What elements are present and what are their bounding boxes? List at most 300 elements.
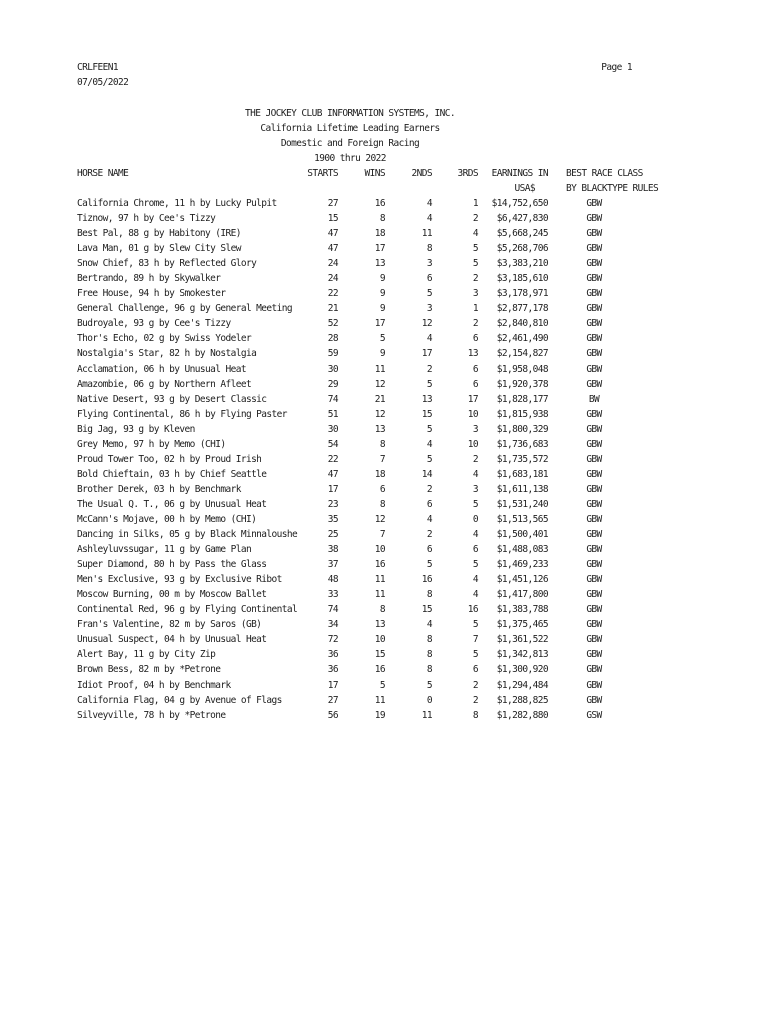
cell-wins: 7 <box>379 529 385 541</box>
cell-2nds: 5 <box>426 288 432 300</box>
cell-class: GBW <box>586 243 602 255</box>
table-row <box>0 226 770 241</box>
cell-2nds: 4 <box>426 198 432 209</box>
cell-3rds: 3 <box>472 423 478 435</box>
cell-earnings: $3,185,610 <box>496 273 548 285</box>
cell-wins: 8 <box>379 604 385 616</box>
cell-earnings: $1,611,138 <box>496 483 548 495</box>
cell-class: GBW <box>586 513 602 525</box>
cell-horse: Acclamation, 06 h by Unusual Heat <box>77 363 246 375</box>
cell-2nds: 6 <box>426 544 432 556</box>
cell-starts: 36 <box>327 649 338 661</box>
table-row <box>0 286 770 301</box>
cell-3rds: 5 <box>472 243 478 255</box>
cell-wins: 11 <box>374 574 385 586</box>
cell-horse: Idiot Proof, 04 h by Benchmark <box>77 679 231 691</box>
cell-class: GBW <box>586 664 602 676</box>
cell-earnings: $1,383,788 <box>496 604 548 616</box>
cell-wins: 18 <box>374 468 385 480</box>
table-row <box>0 271 770 286</box>
table-row <box>0 512 770 527</box>
cell-horse: Brown Bess, 82 m by *Petrone <box>77 664 221 676</box>
cell-class: GBW <box>586 348 602 360</box>
table-row <box>0 211 770 226</box>
cell-3rds: 17 <box>467 393 478 405</box>
report-date: 07/05/2022 <box>77 77 129 88</box>
cell-wins: 9 <box>379 273 385 285</box>
cell-wins: 9 <box>379 303 385 315</box>
cell-starts: 56 <box>327 709 338 721</box>
cell-horse: Thor's Echo, 02 g by Swiss Yodeler <box>77 333 252 345</box>
cell-earnings: $1,288,825 <box>496 694 548 706</box>
company-name: THE JOCKEY CLUB INFORMATION SYSTEMS, INC. <box>245 108 455 119</box>
cell-2nds: 2 <box>426 363 432 375</box>
cell-horse: Big Jag, 93 g by Kleven <box>77 423 195 435</box>
cell-3rds: 2 <box>472 679 478 691</box>
cell-horse: Amazombie, 06 g by Northern Afleet <box>77 378 252 390</box>
cell-2nds: 4 <box>426 438 432 450</box>
table-row <box>0 452 770 467</box>
column-header-2nds: 2NDS <box>411 168 432 179</box>
cell-earnings: $1,361,522 <box>496 634 548 646</box>
table-row <box>0 647 770 662</box>
cell-class: GBW <box>586 649 602 661</box>
cell-wins: 13 <box>374 619 385 631</box>
table-row <box>0 693 770 708</box>
cell-2nds: 6 <box>426 498 432 510</box>
cell-3rds: 5 <box>472 258 478 270</box>
cell-class: GBW <box>586 498 602 510</box>
table-row <box>0 542 770 557</box>
column-header-row <box>0 166 770 181</box>
cell-3rds: 2 <box>472 694 478 706</box>
cell-class: GBW <box>586 679 602 691</box>
column-header-starts: STARTS <box>307 168 338 179</box>
table-row <box>0 301 770 316</box>
cell-wins: 6 <box>379 483 385 495</box>
cell-horse: Fran's Valentine, 82 m by Saros (GB) <box>77 619 262 631</box>
cell-wins: 11 <box>374 363 385 375</box>
cell-wins: 11 <box>374 589 385 601</box>
cell-horse: Tiznow, 97 h by Cee's Tizzy <box>77 213 216 225</box>
cell-starts: 17 <box>327 679 338 691</box>
table-row <box>0 467 770 482</box>
cell-starts: 47 <box>327 243 338 255</box>
cell-wins: 5 <box>379 679 385 691</box>
table-row <box>0 587 770 602</box>
cell-2nds: 0 <box>426 694 432 706</box>
cell-starts: 74 <box>327 393 338 405</box>
cell-3rds: 6 <box>472 333 478 345</box>
cell-earnings: $1,828,177 <box>496 393 548 405</box>
column-header-earnings: EARNINGS IN <box>491 168 548 179</box>
table-row <box>0 241 770 256</box>
table-row <box>0 497 770 512</box>
table-row <box>0 662 770 677</box>
cell-horse: Moscow Burning, 00 m by Moscow Ballet <box>77 589 267 601</box>
cell-2nds: 14 <box>421 468 432 480</box>
table-row <box>0 362 770 377</box>
cell-horse: Lava Man, 01 g by Slew City Slew <box>77 243 241 255</box>
cell-horse: Bertrando, 89 h by Skywalker <box>77 273 221 285</box>
cell-starts: 27 <box>327 198 338 209</box>
cell-wins: 16 <box>374 559 385 571</box>
cell-3rds: 4 <box>472 228 478 240</box>
cell-starts: 29 <box>327 378 338 390</box>
cell-3rds: 6 <box>472 544 478 556</box>
cell-horse: Super Diamond, 80 h by Pass the Glass <box>77 559 267 571</box>
cell-class: GBW <box>586 213 602 225</box>
table-row <box>0 708 770 723</box>
cell-earnings: $1,800,329 <box>496 423 548 435</box>
cell-starts: 30 <box>327 423 338 435</box>
cell-horse: Unusual Suspect, 04 h by Unusual Heat <box>77 634 267 646</box>
cell-horse: Silveyville, 78 h by *Petrone <box>77 709 226 721</box>
page-number: Page 1 <box>601 62 632 73</box>
cell-starts: 54 <box>327 438 338 450</box>
cell-horse: Proud Tower Too, 02 h by Proud Irish <box>77 453 262 465</box>
cell-2nds: 5 <box>426 559 432 571</box>
cell-2nds: 15 <box>421 604 432 616</box>
cell-class: GBW <box>586 438 602 450</box>
cell-class: GBW <box>586 694 602 706</box>
cell-3rds: 6 <box>472 664 478 676</box>
cell-starts: 15 <box>327 213 338 225</box>
cell-starts: 24 <box>327 273 338 285</box>
column-header-3rds: 3RDS <box>457 168 478 179</box>
cell-class: GBW <box>586 378 602 390</box>
cell-horse: Brother Derek, 03 h by Benchmark <box>77 483 241 495</box>
cell-earnings: $1,342,813 <box>496 649 548 661</box>
cell-3rds: 2 <box>472 213 478 225</box>
cell-earnings: $5,268,706 <box>496 243 548 255</box>
cell-horse: Nostalgia's Star, 82 h by Nostalgia <box>77 348 257 360</box>
cell-horse: California Chrome, 11 h by Lucky Pulpit <box>77 198 277 209</box>
cell-wins: 16 <box>374 198 385 209</box>
cell-starts: 17 <box>327 483 338 495</box>
column-header-row-2 <box>0 181 770 196</box>
cell-class: GBW <box>586 198 602 209</box>
table-row <box>0 407 770 422</box>
cell-starts: 34 <box>327 619 338 631</box>
cell-2nds: 8 <box>426 634 432 646</box>
cell-2nds: 12 <box>421 318 432 330</box>
cell-class: GBW <box>586 453 602 465</box>
cell-wins: 8 <box>379 213 385 225</box>
earners-table <box>0 196 770 723</box>
cell-2nds: 6 <box>426 273 432 285</box>
table-row <box>0 527 770 542</box>
cell-class: GBW <box>586 408 602 420</box>
cell-horse: Bold Chieftain, 03 h by Chief Seattle <box>77 468 267 480</box>
table-row <box>0 602 770 617</box>
table-row <box>0 572 770 587</box>
cell-starts: 23 <box>327 498 338 510</box>
cell-class: GBW <box>586 634 602 646</box>
cell-wins: 5 <box>379 333 385 345</box>
cell-2nds: 4 <box>426 333 432 345</box>
cell-earnings: $1,920,378 <box>496 378 548 390</box>
cell-starts: 37 <box>327 559 338 571</box>
cell-earnings: $1,531,240 <box>496 498 548 510</box>
table-row <box>0 392 770 407</box>
cell-starts: 35 <box>327 513 338 525</box>
cell-2nds: 16 <box>421 574 432 586</box>
cell-starts: 21 <box>327 303 338 315</box>
cell-starts: 22 <box>327 288 338 300</box>
cell-class: GBW <box>586 544 602 556</box>
cell-2nds: 8 <box>426 589 432 601</box>
cell-earnings: $3,178,971 <box>496 288 548 300</box>
cell-class: GBW <box>586 423 602 435</box>
cell-2nds: 5 <box>426 423 432 435</box>
cell-wins: 21 <box>374 393 385 405</box>
cell-earnings: $1,500,401 <box>496 529 548 541</box>
cell-wins: 11 <box>374 694 385 706</box>
table-row <box>0 196 770 211</box>
cell-horse: Alert Bay, 11 g by City Zip <box>77 649 216 661</box>
cell-horse: Men's Exclusive, 93 g by Exclusive Ribot <box>77 574 282 586</box>
column-header-earnings-unit: USA$ <box>514 183 535 194</box>
cell-3rds: 2 <box>472 453 478 465</box>
cell-earnings: $1,488,083 <box>496 544 548 556</box>
cell-horse: Dancing in Silks, 05 g by Black Minnaloushe <box>77 529 298 541</box>
cell-earnings: $1,815,938 <box>496 408 548 420</box>
cell-starts: 30 <box>327 363 338 375</box>
table-row <box>0 316 770 331</box>
cell-earnings: $1,300,920 <box>496 664 548 676</box>
cell-class: GBW <box>586 483 602 495</box>
cell-3rds: 2 <box>472 273 478 285</box>
cell-2nds: 5 <box>426 453 432 465</box>
cell-3rds: 2 <box>472 318 478 330</box>
cell-2nds: 3 <box>426 258 432 270</box>
table-row <box>0 557 770 572</box>
report-title: California Lifetime Leading Earners <box>260 123 440 134</box>
cell-starts: 27 <box>327 694 338 706</box>
column-header-class-rules: BY BLACKTYPE RULES <box>566 183 659 194</box>
cell-earnings: $1,451,126 <box>496 574 548 586</box>
cell-3rds: 5 <box>472 498 478 510</box>
cell-class: GBW <box>586 559 602 571</box>
cell-class: GBW <box>586 318 602 330</box>
cell-2nds: 13 <box>421 393 432 405</box>
cell-starts: 28 <box>327 333 338 345</box>
cell-earnings: $2,154,827 <box>496 348 548 360</box>
cell-class: GBW <box>586 273 602 285</box>
cell-horse: McCann's Mojave, 00 h by Memo (CHI) <box>77 513 257 525</box>
cell-earnings: $2,840,810 <box>496 318 548 330</box>
table-row <box>0 256 770 271</box>
cell-class: GBW <box>586 258 602 270</box>
cell-3rds: 10 <box>467 408 478 420</box>
cell-starts: 47 <box>327 228 338 240</box>
cell-horse: Free House, 94 h by Smokester <box>77 288 226 300</box>
report-subtitle: Domestic and Foreign Racing <box>280 138 420 149</box>
cell-2nds: 8 <box>426 243 432 255</box>
cell-2nds: 4 <box>426 619 432 631</box>
cell-wins: 15 <box>374 649 385 661</box>
table-row <box>0 346 770 361</box>
report-period: 1900 thru 2022 <box>314 153 386 164</box>
cell-2nds: 5 <box>426 378 432 390</box>
cell-2nds: 11 <box>421 228 432 240</box>
column-header-class: BEST RACE CLASS <box>566 168 643 179</box>
cell-class: GBW <box>586 468 602 480</box>
report-id: CRLFEEN1 <box>77 62 118 73</box>
cell-wins: 7 <box>379 453 385 465</box>
cell-class: GBW <box>586 589 602 601</box>
cell-2nds: 15 <box>421 408 432 420</box>
cell-2nds: 5 <box>426 679 432 691</box>
cell-wins: 12 <box>374 513 385 525</box>
cell-horse: Native Desert, 93 g by Desert Classic <box>77 393 267 405</box>
cell-earnings: $3,383,210 <box>496 258 548 270</box>
column-header-horse: HORSE NAME <box>77 168 129 179</box>
cell-earnings: $1,736,683 <box>496 438 548 450</box>
cell-3rds: 13 <box>467 348 478 360</box>
table-row <box>0 678 770 693</box>
cell-class: GBW <box>586 333 602 345</box>
column-header-wins: WINS <box>364 168 385 179</box>
table-row <box>0 377 770 392</box>
cell-wins: 13 <box>374 258 385 270</box>
cell-horse: Budroyale, 93 g by Cee's Tizzy <box>77 318 231 330</box>
cell-3rds: 3 <box>472 483 478 495</box>
cell-wins: 12 <box>374 378 385 390</box>
cell-wins: 17 <box>374 243 385 255</box>
cell-class: GBW <box>586 604 602 616</box>
cell-starts: 24 <box>327 258 338 270</box>
cell-class: BW <box>588 393 600 405</box>
cell-horse: General Challenge, 96 g by General Meeting <box>77 303 293 315</box>
cell-3rds: 8 <box>472 709 478 721</box>
cell-2nds: 11 <box>421 709 432 721</box>
cell-3rds: 7 <box>472 634 478 646</box>
cell-horse: Best Pal, 88 g by Habitony (IRE) <box>77 228 241 240</box>
cell-3rds: 4 <box>472 574 478 586</box>
cell-starts: 59 <box>327 348 338 360</box>
cell-3rds: 4 <box>472 589 478 601</box>
cell-earnings: $14,752,650 <box>491 198 548 209</box>
cell-wins: 13 <box>374 423 385 435</box>
cell-2nds: 17 <box>421 348 432 360</box>
cell-class: GBW <box>586 574 602 586</box>
cell-starts: 51 <box>327 408 338 420</box>
cell-starts: 22 <box>327 453 338 465</box>
cell-wins: 8 <box>379 438 385 450</box>
table-row <box>0 482 770 497</box>
cell-wins: 16 <box>374 664 385 676</box>
cell-3rds: 5 <box>472 649 478 661</box>
table-row <box>0 632 770 647</box>
cell-horse: The Usual Q. T., 06 g by Unusual Heat <box>77 498 267 510</box>
cell-class: GBW <box>586 529 602 541</box>
cell-wins: 17 <box>374 318 385 330</box>
cell-2nds: 8 <box>426 664 432 676</box>
cell-earnings: $5,668,245 <box>496 228 548 240</box>
cell-earnings: $1,375,465 <box>496 619 548 631</box>
cell-2nds: 2 <box>426 483 432 495</box>
cell-earnings: $1,735,572 <box>496 453 548 465</box>
cell-2nds: 8 <box>426 649 432 661</box>
cell-earnings: $1,683,181 <box>496 468 548 480</box>
cell-earnings: $1,958,048 <box>496 363 548 375</box>
cell-class: GBW <box>586 288 602 300</box>
cell-wins: 9 <box>379 348 385 360</box>
report-title-block <box>200 106 500 166</box>
cell-horse: Flying Continental, 86 h by Flying Paster <box>77 408 287 420</box>
cell-wins: 8 <box>379 498 385 510</box>
cell-starts: 48 <box>327 574 338 586</box>
cell-starts: 72 <box>327 634 338 646</box>
cell-horse: Continental Red, 96 g by Flying Continental <box>77 604 298 616</box>
cell-3rds: 5 <box>472 559 478 571</box>
cell-3rds: 6 <box>472 363 478 375</box>
cell-3rds: 16 <box>467 604 478 616</box>
cell-earnings: $1,513,565 <box>496 513 548 525</box>
cell-earnings: $1,469,233 <box>496 559 548 571</box>
cell-horse: Ashleyluvssugar, 11 g by Game Plan <box>77 544 252 556</box>
cell-3rds: 1 <box>472 198 478 209</box>
cell-horse: Grey Memo, 97 h by Memo (CHI) <box>77 438 226 450</box>
cell-2nds: 4 <box>426 213 432 225</box>
cell-horse: California Flag, 04 g by Avenue of Flags <box>77 694 282 706</box>
table-row <box>0 617 770 632</box>
table-row <box>0 437 770 452</box>
cell-starts: 38 <box>327 544 338 556</box>
cell-earnings: $6,427,830 <box>496 213 548 225</box>
cell-starts: 33 <box>327 589 338 601</box>
cell-class: GBW <box>586 619 602 631</box>
cell-wins: 12 <box>374 408 385 420</box>
cell-starts: 47 <box>327 468 338 480</box>
cell-horse: Snow Chief, 83 h by Reflected Glory <box>77 258 257 270</box>
cell-earnings: $2,877,178 <box>496 303 548 315</box>
cell-2nds: 2 <box>426 529 432 541</box>
cell-class: GSW <box>586 709 602 721</box>
cell-class: GBW <box>586 303 602 315</box>
cell-2nds: 3 <box>426 303 432 315</box>
cell-3rds: 4 <box>472 468 478 480</box>
cell-3rds: 4 <box>472 529 478 541</box>
cell-3rds: 0 <box>472 513 478 525</box>
cell-2nds: 4 <box>426 513 432 525</box>
table-row <box>0 331 770 346</box>
cell-wins: 9 <box>379 288 385 300</box>
cell-starts: 25 <box>327 529 338 541</box>
cell-wins: 18 <box>374 228 385 240</box>
cell-wins: 10 <box>374 634 385 646</box>
cell-earnings: $1,282,880 <box>496 709 548 721</box>
cell-3rds: 3 <box>472 288 478 300</box>
cell-3rds: 6 <box>472 378 478 390</box>
cell-wins: 10 <box>374 544 385 556</box>
cell-3rds: 10 <box>467 438 478 450</box>
cell-starts: 74 <box>327 604 338 616</box>
cell-starts: 52 <box>327 318 338 330</box>
cell-3rds: 5 <box>472 619 478 631</box>
table-row <box>0 422 770 437</box>
cell-3rds: 1 <box>472 303 478 315</box>
cell-wins: 19 <box>374 709 385 721</box>
cell-class: GBW <box>586 363 602 375</box>
cell-earnings: $2,461,490 <box>496 333 548 345</box>
cell-starts: 36 <box>327 664 338 676</box>
cell-class: GBW <box>586 228 602 240</box>
cell-earnings: $1,417,800 <box>496 589 548 601</box>
cell-earnings: $1,294,484 <box>496 679 548 691</box>
